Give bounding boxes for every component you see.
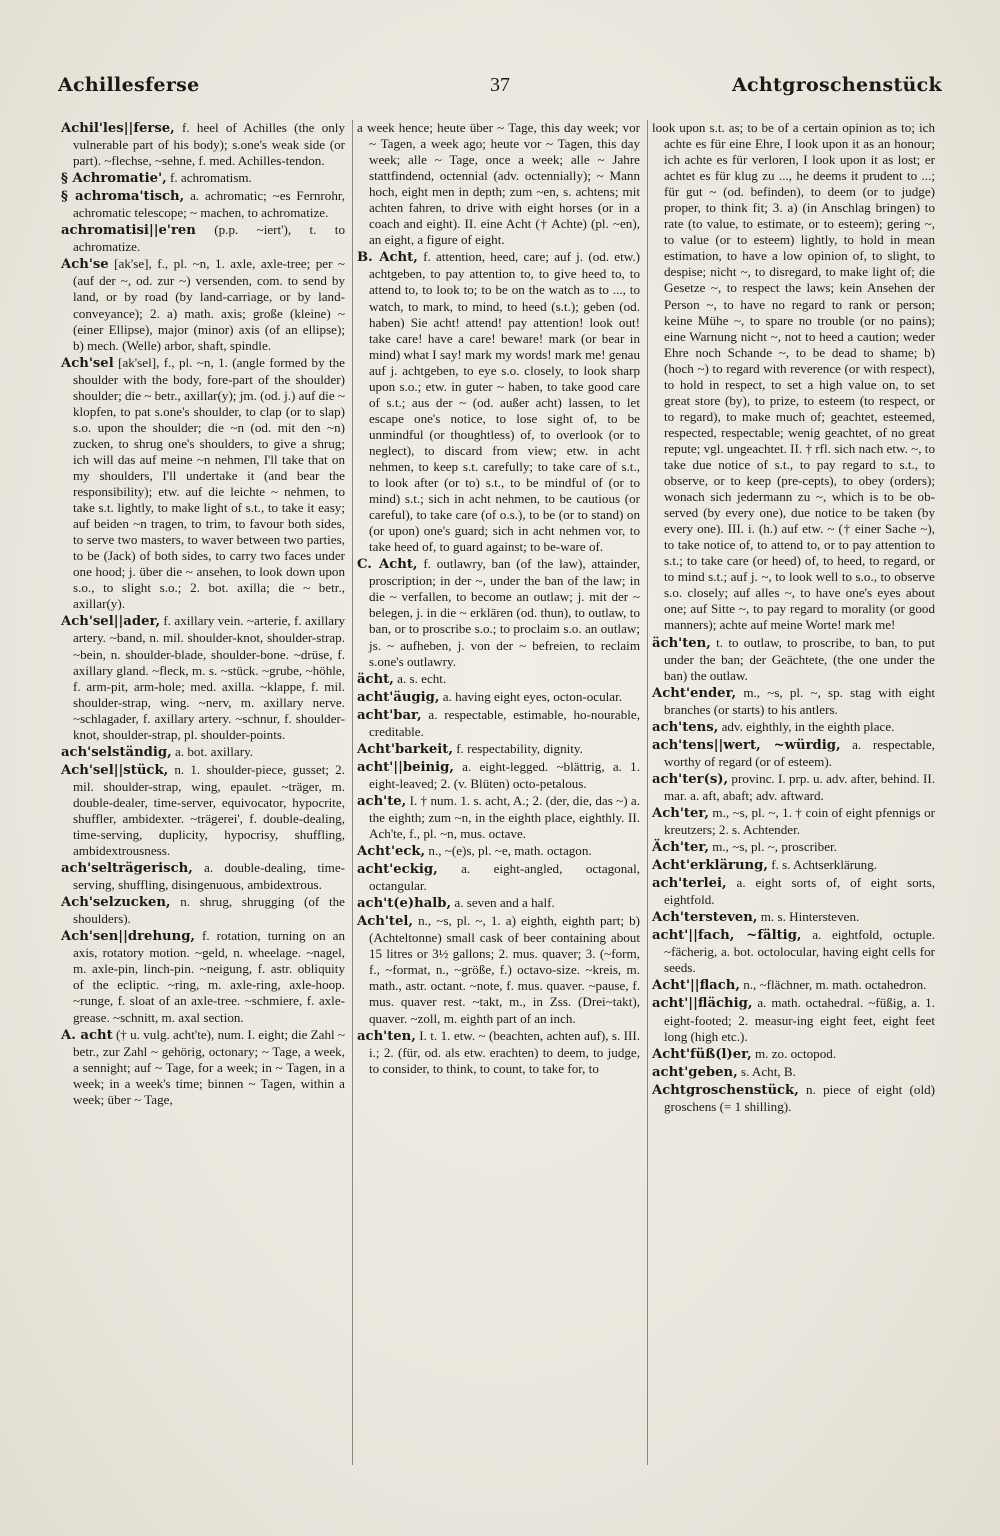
entry-definition: a. eight-legged. ~blättrig, a. 1. eight-leaved; 2. (v. Blüten) octo-petalous. (369, 758, 640, 791)
entry-headword: acht'||flächig, (652, 996, 753, 1012)
dictionary-entry (652, 635, 935, 684)
entry-headword: Achtgroschenstück, (652, 1082, 799, 1098)
entry-definition: f. attention, heed, care; auf j. (od. etw.) achtgeben, to pay attention to, to give heed to, to attend to, to look to; to be on the watch as to ..., to watch, to mark, to mind, to heed (s.t.); geben (od. haben) Sie acht! attend! pay attention! look out! take care! have a care! beware! mark (or bear in mind) what I say! mark my words! mark me! genau auf j. achtgeben, to eye s.o. closely, to look sharp upon s.o.; etw. in guter ~ haben, to take good care of s.t.; aus der ~ (od. außer acht) lassen, to let escape one's notice, to lose sight of, to be unmindful (or thoughtless) of, to overlook (or to neglect), to discard from view; etw. in acht nehmen, to keep s.t. carefully; to take care of s.t., to look after (or to) s.t., to be mindful of (or to mind) s.t.; sich in acht nehmen, to be cautious (or careful), to take care (of o.s.), to be (or to stand) on (or upon) one's guard; sich in acht nehmen vor, to take heed of, to guard against; to be-ware of. (369, 249, 640, 555)
entry-definition: a. having eight eyes, octon-ocular. (439, 688, 622, 704)
entry-definition: m. s. Hintersteven. (757, 909, 860, 925)
dictionary-entry (61, 188, 345, 221)
entry-definition: n. 1. shoulder-piece, gusset; 2. mil. shoulder-strap, wing, epaulet. ~träger, m. double-dealer, time-server, equivocator, hypocrite, shuffler, ambidexter. ~trägerei', f. double-dealing, time-serving, duplicity, hypocrisy, shuffling, ambidextrousness. (73, 761, 345, 859)
entry-headword: C. Acht, (357, 557, 418, 573)
dictionary-entry (61, 1027, 345, 1108)
entry-headword: ach'tens, (652, 719, 719, 735)
entry-headword: § achroma'tisch, (61, 189, 185, 205)
entry-headword: ach't(e)halb, (357, 896, 452, 912)
dictionary-entry (652, 120, 935, 634)
dictionary-entry (61, 222, 345, 255)
entry-definition: a. double-dealing, time-serving, shuffling, disingenuous, ambidextrous. (73, 860, 345, 893)
entry-definition: s. Acht, B. (737, 1063, 796, 1079)
entry-headword: ach'ten, (357, 1028, 416, 1044)
dictionary-entry (652, 1082, 935, 1115)
dictionary-entry (357, 843, 640, 860)
entry-headword: ach'selständig, (61, 744, 172, 760)
entry-headword: ach'selträgerisch, (61, 861, 193, 877)
dictionary-entry (652, 685, 935, 718)
entry-definition: f. axillary vein. ~arterie, f. axillary artery. ~band, n. mil. shoulder-knot, shoulder-strap. ~bein, n. shoulder-blade, shoulder-bone. ~drüse, f. axillary gland. ~fleck, m. s. ~stück. ~grube, ~höhle, f. arm-pit, arm-hole; med. axilla. ~klappe, f. mil. shoulder-strap, wing. ~nerv, m. axillary nerve. ~schlagader, f. axillary artery. ~schnur, f. shoulder-knot, shoulder-strap, pl. shoulder-points. (73, 613, 345, 742)
dictionary-entry (61, 894, 345, 927)
dictionary-entry (652, 1064, 935, 1081)
dictionary-entry (357, 689, 640, 706)
entry-definition: a. seven and a half. (451, 895, 555, 911)
text-columns (57, 120, 943, 1465)
dictionary-entry (357, 741, 640, 758)
column-middle (352, 120, 647, 1465)
entry-definition: [ak'se], f., pl. ~n, 1. axle, axle-tree; per ~ (auf der ~, od. zur ~) versenden, com. to send by land, or by road (by land-carriage, or by land-conveyance); 2. a) math. axis; große (kleine) ~ (einer Ellipse), major (minor) axis (of an ellipse); b) mech. (Welle) arbor, shaft, spindle. (73, 256, 345, 353)
dictionary-entry (652, 805, 935, 838)
dictionary-entry (652, 909, 935, 926)
dictionary-entry (357, 793, 640, 842)
entry-definition: f. s. Achtserklärung. (767, 857, 878, 873)
entry-definition: a. eight-angled, octagonal, octangular. (369, 861, 640, 894)
entry-definition: n., ~flächner, m. math. octahedron. (739, 977, 927, 993)
dictionary-entry (61, 256, 345, 353)
dictionary-entry (357, 671, 640, 688)
dictionary-entry (357, 120, 640, 248)
dictionary-entry (652, 995, 935, 1044)
entry-headword: acht'||fach, ~fältig, (652, 928, 802, 944)
entry-headword: Acht'füß(l)er, (652, 1046, 752, 1062)
dictionary-entry (61, 762, 345, 859)
entry-headword: Ach'ter, (652, 805, 709, 821)
entry-headword: acht'äugig, (357, 689, 440, 705)
entry-definition: n., ~(e)s, pl. ~e, math. octagon. (425, 843, 592, 859)
entry-headword: acht'eckig, (357, 862, 438, 878)
entry-definition: (p.p. ~iert'), t. to achromatize. (73, 222, 345, 255)
dictionary-entry (357, 913, 640, 1026)
entry-definition: m., ~s, pl. ~, 1. † coin of eight pfennigs or kreutzers; 2. s. Achtender. (664, 804, 935, 838)
entry-definition: a week hence; heute über ~ Tage, this day week; vor ~ Tagen, a week ago; heute vor ~ Tagen, this day week; alle ~ Tage, once a week; alle ~ Jahre stattfindend, octennial (adv. octennially); ~ Mann hoch, eight men in depth; zum ~en, s. achtens; mit achten fahren, to drive with eight horses (or in a coach and eight). II. eine Acht († Achte) (pl. ~en), an eight, a figure of eight. (357, 120, 640, 248)
entry-headword: B. Acht, (357, 250, 418, 266)
dictionary-entry (61, 860, 345, 893)
entry-headword: Acht'barkeit, (357, 741, 453, 757)
dictionary-entry (652, 927, 935, 976)
entry-headword: Äch'ter, (652, 840, 709, 856)
page-number: 37 (490, 74, 510, 96)
entry-definition: [ak'sel], f., pl. ~n, 1. (angle formed by the shoulder with the body, fore-part of the shoulder) shoulder; die ~ betr., axillar(y); jm. (od. j.) auf die ~ klopfen, to pat s.one's shoulder, to clap (or to slap) s.o. upon the shoulder; die ~n (od. mit den ~n) zucken, to shrug one's shoulders, to give a shrug; ich will das auf meine ~n nehmen, I'll take that on my shoulders, I'll undertake it (and bear the responsibility); etw. auf die leichte ~ nehmen, to take s.t. lightly, to make light of s.t., to take it easy; auf beiden ~n tragen, to trim, to favour both sides, to serve two masters, to waver between two parties, to be (Jack) of both sides, to carry two faces under one hood; j. über die ~ ansehen, to look down upon s.o., to slight s.o.; 2. bot. axilla; die ~ betr., axillar(y). (73, 354, 345, 612)
entry-headword: ach'tens||wert, ~würdig, (652, 737, 841, 753)
dictionary-entry (61, 355, 345, 613)
entry-headword: ach'te, (357, 793, 407, 809)
entry-definition: n., ~s, pl. ~, 1. a) eighth, eighth part; b) (Achteltonne) small cask of beer containing about 15 litres or 3½ gallons; 2. mus. quaver; 3. (~form, f., ~format, n., ~größe, f.) octavo-size. ~kreis, m. math., astr. octant. ~note, f. mus. quaver. ~pause, f. mus. quaver rest. ~takt, m., in Zss. (Drei~takt), quaver. ~zoll, m. eighth part of an inch. (369, 913, 640, 1026)
entry-headword: Ach'sel||ader, (61, 614, 161, 630)
entry-headword: acht'||beinig, (357, 759, 454, 775)
entry-headword: ach'ter(s), (652, 771, 729, 787)
entry-headword: Ach'tersteven, (652, 910, 758, 926)
dictionary-entry (61, 170, 345, 187)
entry-definition: n. piece of eight (old) groschens (= 1 shilling). (664, 1081, 935, 1114)
dictionary-entry (652, 1046, 935, 1063)
entry-definition: adv. eighthly, in the eighth place. (718, 718, 895, 734)
entry-headword: Ach'sel (61, 355, 114, 371)
running-head (58, 74, 942, 104)
entry-headword: Ach'sen||drehung, (61, 929, 196, 945)
entry-definition: a. eight sorts of, of eight sorts, eightfold. (664, 875, 935, 908)
entry-headword: Acht'erklärung, (652, 858, 768, 874)
dictionary-entry (61, 613, 345, 742)
header-first-word: Achillesferse (58, 74, 200, 96)
entry-definition: provinc. I. prp. u. adv. after, behind. II. mar. a. aft, abaft; adv. aftward. (664, 770, 935, 803)
entry-definition: f. outlawry, ban (of the law), attainder, proscription; in der ~, under the ban of the law; in die ~ verfallen, to become an outlaw; j. mit der ~ belegen, j. in die ~ erklären (od. thun), to outlaw, to ban, or to proscribe s.o.; to proclaim s.o. an outlaw; js. ~ aufheben, j. von der ~ befreien, to reclaim s.one's outlawry. (369, 556, 640, 669)
entry-definition: m. zo. octopod. (751, 1045, 837, 1061)
entry-headword: ach'terlei, (652, 876, 727, 892)
entry-headword: acht'geben, (652, 1064, 738, 1080)
dictionary-entry (357, 707, 640, 740)
entry-definition: f. respectability, dignity. (452, 740, 583, 756)
entry-definition: a. eightfold, octuple. ~fächerig, a. bot. octolocular, having eight cells for seeds. (664, 927, 935, 976)
entry-headword: Ach'se (61, 257, 109, 273)
entry-headword: Acht'||flach, (652, 978, 740, 994)
entry-definition: I. t. 1. etw. ~ (beachten, achten auf), s. III. i.; 2. (für, od. als etw. erachten) to deem, to judge, to consider, to think, to count, to take for, to (369, 1027, 640, 1076)
header-last-word: Achtgroschenstück (732, 74, 942, 96)
entry-definition: n. shrug, shrugging (of the shoulders). (73, 894, 345, 927)
entry-definition: a. respectable, estimable, ho-nourable, creditable. (369, 706, 640, 739)
entry-definition: († u. vulg. acht'te), num. I. eight; die Zahl ~ betr., zur Zahl ~ gehörig, octonary; ~ Tage, a week, a sennight; auf ~ Tage, for a week; in ~ Tagen, in a week; in a week's time; binnen ~ Tagen, within a week; über ~ Tage, (73, 1026, 346, 1107)
dictionary-entry (61, 928, 345, 1025)
entry-headword: Ach'tel, (357, 914, 413, 930)
entry-definition: f. achromatism. (166, 170, 252, 186)
entry-headword: ächt, (357, 671, 394, 687)
entry-definition: m., ~s, pl. ~, sp. stag with eight branches (or starts) to his antlers. (664, 684, 935, 717)
entry-headword: acht'bar, (357, 707, 422, 723)
dictionary-entry (652, 771, 935, 804)
entry-headword: Ach'selzucken, (61, 895, 171, 911)
entry-definition: f. rotation, turning on an axis, rotatory motion. ~geld, n. wheelage. ~nagel, m. axle-pin, linch-pin. ~neigung, f. astr. obliquity of the ecliptic. ~ring, m. axle-ring, axle-hoop. ~runge, f. sloat of an axle-tree. ~schmiere, f. axle-grease. ~schnitt, m. axal section. (73, 928, 345, 1025)
entry-headword: Ach'sel||stück, (61, 762, 169, 778)
column-right (647, 120, 942, 1465)
entry-definition: a. bot. axillary. (171, 743, 254, 759)
entry-definition: look upon s.t. as; to be of a certain opinion as to; ich achte es für eine Ehre, I look upon it as an honour; ich achte es für verloren, I look upon it as lost; er achtet es für klug zu ..., he deems it prudent to ...; für gut ~ (od. befinden), to deem (or to judge) proper, to think fit; 3. a) (in Anschlag bringen) to rate (to value, to estimate, or to esteem); gering ~, to value (or to esteem) lightly, to hold in mean estimation, to have a low opinion of, to slight, to despise; nicht ~, to disregard, to make light of; die Gesetze ~, to respect the laws; kein Ansehen der Person ~, to have no regard to rank or person; keine Mühe ~, to spare no trouble (or no pains); eine Warnung nicht ~, not to heed a caution; weder Ehre noch Schande ~, to be dead to shame; b) (hoch ~) to regard with reverence (or with respect), to hold in respect, to set a high value on, to set great store (by), to prize, to esteem (to respect, or to regard), to make much of; geachtet, esteemed, respected, respectable; wenig geachtet, of no great repute; vgl. ungeachtet. II. † rfl. sich nach etw. ~, to take due notice of s.t., to pay regard to s.t., to observe, or to keep (pre-cepts), to obey (orders); wonach sich jedermann zu ~, which is to be ob-served (by every one), due notice to be taken (by every one). III. i. (h.) auf etw. ~ († einer Sache ~), to take notice of, to attend to, or to pay attention to s.t.; to take care (or heed) of, to heed, to regard, or to mind s.t.; auf j. ~, to look well to s.o., to observe s.o. closely; auf alles ~, to have one's eyes about one; auf Sitte ~, to pay regard to morality (or good manners); achte auf meine Worte! mark me! (652, 120, 935, 633)
dictionary-entry (652, 875, 935, 908)
dictionary-entry (652, 839, 935, 856)
dictionary-entry (357, 556, 640, 669)
entry-definition: a. s. echt. (393, 670, 447, 686)
dictionary-entry (357, 895, 640, 912)
entry-definition: a. math. octahedral. ~füßig, a. 1. eight-footed; 2. measur-ing eight feet, eight feet long (high etc.). (664, 995, 935, 1044)
entry-headword: äch'ten, (652, 635, 711, 651)
dictionary-entry (652, 977, 935, 994)
entry-headword: A. acht (61, 1027, 113, 1043)
entry-definition: I. † num. 1. s. acht, A.; 2. (der, die, das ~) a. the eighth; zum ~n, in the eighth place, eighthly. II. Ach'te, f., pl. ~n, mus. octave. (369, 792, 640, 842)
dictionary-entry (652, 719, 935, 736)
dictionary-entry (357, 249, 640, 555)
entry-headword: achromatisi||e'ren (61, 223, 196, 239)
entry-headword: § Achromatie', (61, 171, 167, 187)
dictionary-entry (652, 857, 935, 874)
entry-headword: Acht'eck, (357, 844, 426, 860)
dictionary-entry (61, 120, 345, 169)
entry-definition: a. respectable, worthy of regard (or of esteem). (664, 736, 935, 769)
column-left (57, 120, 352, 1465)
entry-headword: Acht'ender, (652, 685, 737, 701)
dictionary-entry (357, 1028, 640, 1077)
entry-definition: f. heel of Achilles (the only vulnerable part of his body); s.one's weak side (or part). ~flechse, ~sehne, f. med. Achilles-tendon. (73, 120, 345, 169)
dictionary-entry (61, 744, 345, 761)
dictionary-entry (357, 759, 640, 792)
dictionary-entry (357, 861, 640, 894)
entry-definition: a. achromatic; ~es Fernrohr, achromatic telescope; ~ machen, to achromatize. (73, 188, 345, 221)
entry-definition: m., ~s, pl. ~, proscriber. (708, 839, 837, 855)
dictionary-entry (652, 737, 935, 770)
entry-headword: Achil'les||ferse, (61, 121, 175, 136)
entry-definition: t. to outlaw, to proscribe, to ban, to put under the ban; der Geächtete, (the one under the ban) the outlaw. (664, 634, 935, 683)
